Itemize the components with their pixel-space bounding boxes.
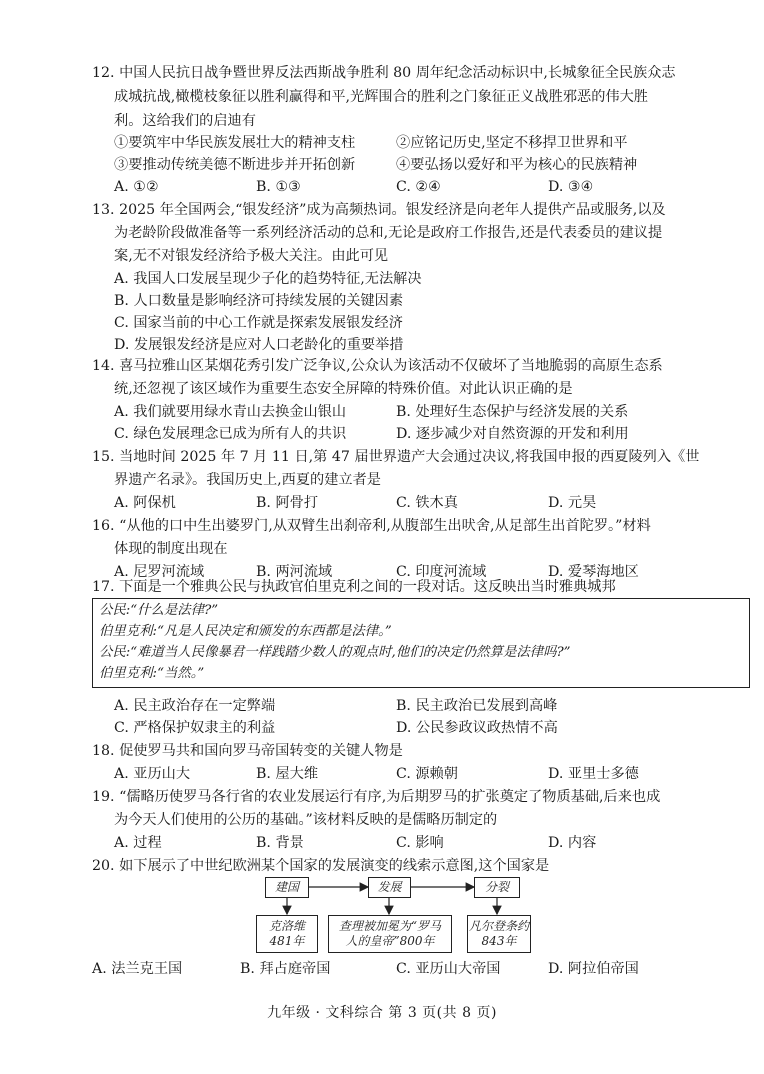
q15-option-a: A. 阿保机	[114, 495, 176, 511]
q13-option-b: B. 人口数量是影响经济可持续发展的关键因素	[114, 293, 404, 309]
dialogue-line-3: 公民:“难道当人民像暴君一样践踏少数人的观点时,他们的决定仍然算是法律吗?”	[99, 645, 571, 660]
stage-founding: 建国	[265, 877, 309, 898]
event-clovis	[256, 915, 318, 953]
q12-line-3: 利。这给我们的启迪有	[114, 113, 256, 129]
q17-line-1: 17. 下面是一个雅典公民与执政官伯里克利之间的一段对话。这反映出当时雅典城邦	[92, 579, 616, 595]
q14-option-a: A. 我们就要用绿水青山去换金山银山	[114, 404, 347, 420]
q12-option-b: B. ①③	[256, 179, 301, 195]
q19-option-a: A. 过程	[114, 835, 162, 851]
q17-option-d: D. 公民参政议政热情不高	[396, 720, 558, 736]
page-footer: 九年级 · 文科综合 第 3 页(共 8 页)	[267, 1005, 497, 1021]
q16-option-c: C. 印度河流域	[396, 564, 487, 580]
q20-option-d: D. 阿拉伯帝国	[548, 961, 639, 977]
q16-option-d: D. 爱琴海地区	[548, 564, 639, 580]
event-verdun-line-2: 843年	[481, 934, 517, 948]
q12-option-d: D. ③④	[548, 179, 594, 195]
q20-line-1: 20. 如下展示了中世纪欧洲某个国家的发展演变的线索示意图,这个国家是	[92, 858, 550, 874]
event-charlemagne	[328, 915, 452, 953]
q18-option-a: A. 亚历山大	[114, 766, 191, 782]
q15-option-d: D. 元昊	[548, 495, 597, 511]
stage-development: 发展	[368, 877, 411, 898]
q15-option-c: C. 铁木真	[396, 495, 458, 511]
dialogue-line-4: 伯里克利:“当然。”	[99, 666, 205, 681]
q14-option-b: B. 处理好生态保护与经济发展的关系	[396, 404, 629, 420]
q15-line-1: 15. 当地时间 2025 年 7 月 11 日,第 47 届世界遗产大会通过决议,将我国申报的西夏陵列入《世	[92, 449, 700, 465]
q12-option-c: C. ②④	[396, 179, 441, 195]
q14-line-2: 统,还忽视了该区域作为重要生态安全屏障的特殊价值。对此认识正确的是	[114, 381, 573, 397]
q12-line-2: 成城抗战,橄榄枝象征以胜利赢得和平,光辉围合的胜利之门象征正义战胜邪恶的伟大胜	[114, 89, 648, 105]
q16-line-1: 16. “从他的口中生出婆罗门,从双臂生出刹帝利,从腹部生出吠舍,从足部生出首陀罗。”材料	[92, 518, 651, 534]
q16-line-2: 体现的制度出现在	[114, 541, 228, 557]
q16-option-b: B. 两河流域	[256, 564, 333, 580]
q16-option-a: A. 尼罗河流域	[114, 564, 205, 580]
stage-division: 分裂	[474, 877, 520, 898]
q15-line-2: 界遗产名录》。我国历史上,西夏的建立者是	[114, 472, 381, 488]
event-clovis-line-2: 481年	[269, 934, 305, 948]
q19-option-b: B. 背景	[256, 835, 304, 851]
q19-option-d: D. 内容	[548, 835, 597, 851]
q13-line-1: 13. 2025 年全国两会,“银发经济”成为高频热词。银发经济是向老年人提供产品或服务,以及	[92, 202, 666, 218]
q18-option-b: B. 屋大维	[256, 766, 319, 782]
q13-option-d: D. 发展银发经济是应对人口老龄化的重要举措	[114, 337, 404, 353]
q12-item-4: ④要弘扬以爱好和平为核心的民族精神	[396, 157, 638, 173]
q12-item-1: ①要筑牢中华民族发展壮大的精神支柱	[114, 135, 356, 151]
event-verdun	[467, 915, 531, 953]
q13-option-a: A. 我国人口发展呈现少子化的趋势特征,无法解决	[114, 271, 422, 287]
q19-line-2: 为今天人们使用的公历的基础。”该材料反映的是儒略历制定的	[114, 812, 498, 828]
q17-option-b: B. 民主政治已发展到高峰	[396, 698, 558, 714]
q20-option-c: C. 亚历山大帝国	[396, 961, 501, 977]
event-verdun-line-1: 凡尔登条约	[468, 919, 529, 933]
q13-option-c: C. 国家当前的中心工作就是探索发展银发经济	[114, 315, 403, 331]
q18-option-c: C. 源赖朝	[396, 766, 458, 782]
q17-option-a: A. 民主政治存在一定弊端	[114, 698, 276, 714]
q15-option-b: B. 阿骨打	[256, 495, 319, 511]
q14-option-d: D. 逐步减少对自然资源的开发和利用	[396, 426, 629, 442]
q19-line-1: 19. “儒略历使罗马各行省的农业发展运行有序,为后期罗马的扩张奠定了物质基础,后来也成	[92, 789, 661, 805]
event-charlemagne-line-2: 人的皇帝”800年	[345, 934, 435, 948]
q20-option-a: A. 法兰克王国	[92, 961, 183, 977]
q13-line-3: 案,无不对银发经济给予极大关注。由此可见	[114, 248, 389, 264]
dialogue-line-1: 公民:“什么是法律?”	[99, 603, 219, 618]
event-clovis-line-1: 克洛维	[268, 919, 305, 933]
q14-line-1: 14. 喜马拉雅山区某烟花秀引发广泛争议,公众认为该活动不仅破坏了当地脆弱的高原生态系	[92, 358, 663, 374]
q12-item-3: ③要推动传统美德不断进步并开拓创新	[114, 157, 356, 173]
q12-line-1: 12. 中国人民抗日战争暨世界反法西斯战争胜利 80 周年纪念活动标识中,长城象征全民族众志	[92, 65, 676, 81]
q18-line-1: 18. 促使罗马共和国向罗马帝国转变的关键人物是	[92, 743, 403, 759]
q17-option-c: C. 严格保护奴隶主的利益	[114, 720, 276, 736]
q18-option-d: D. 亚里士多德	[548, 766, 639, 782]
q14-option-c: C. 绿色发展理念已成为所有人的共识	[114, 426, 347, 442]
q13-line-2: 为老龄阶段做准备等一系列经济活动的总和,无论是政府工作报告,还是代表委员的建议提	[114, 225, 663, 241]
event-charlemagne-line-1: 查理被加冕为“罗马	[338, 919, 442, 933]
q12-option-a: A. ①②	[114, 179, 159, 195]
q20-option-b: B. 拜占庭帝国	[240, 961, 331, 977]
q12-item-2: ②应铭记历史,坚定不移捍卫世界和平	[396, 135, 628, 151]
q19-option-c: C. 影响	[396, 835, 444, 851]
dialogue-line-2: 伯里克利:“凡是人民决定和颁发的东西都是法律。”	[99, 624, 392, 639]
